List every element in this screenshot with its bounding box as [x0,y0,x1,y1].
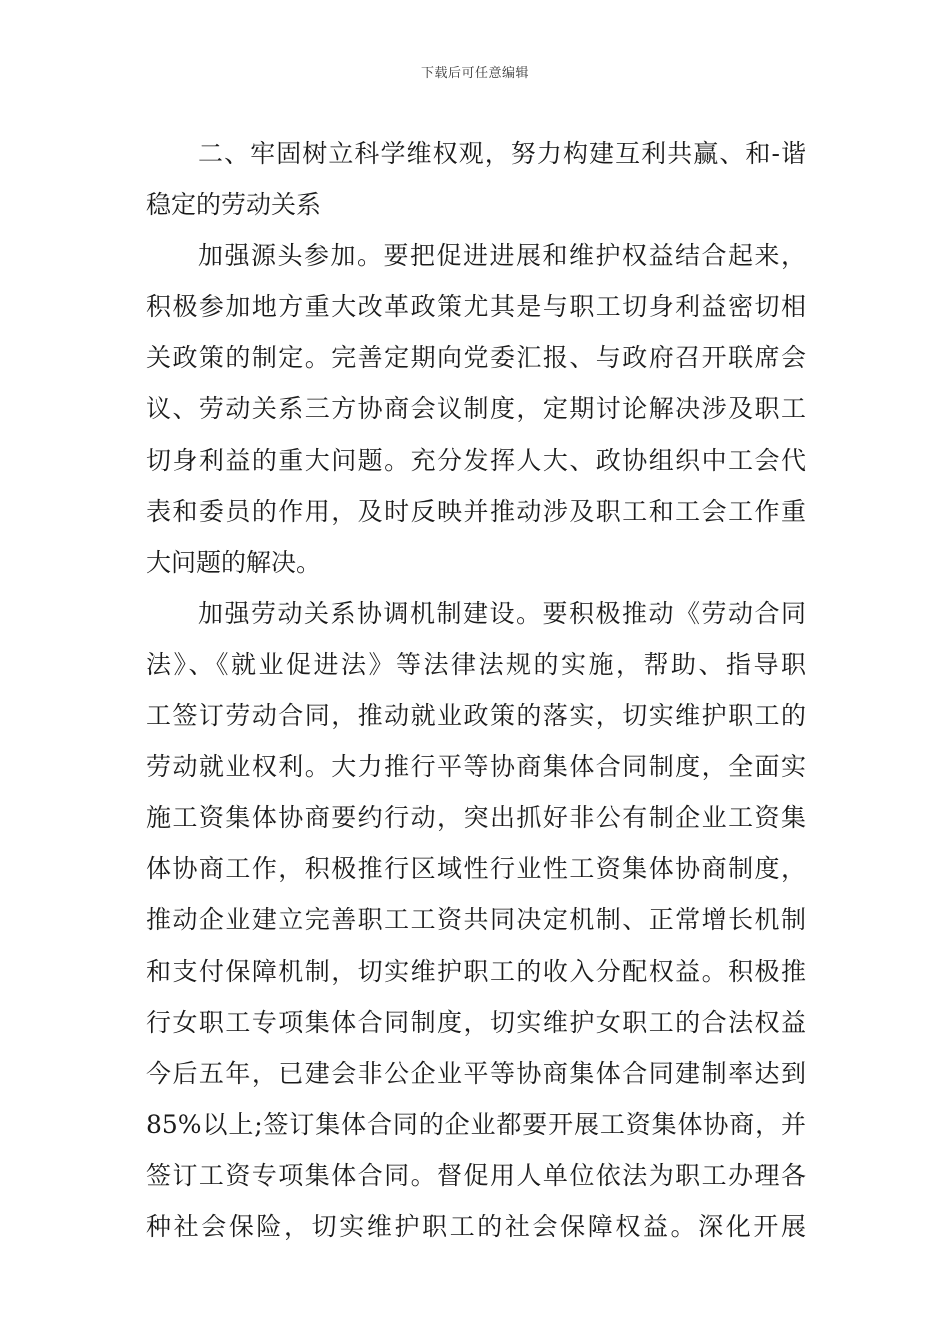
paragraph-2-line-3: 工签订劳动合同，推动就业政策的落实，切实维护职工的 [146,701,806,731]
paragraph-2-line-9: 行女职工专项集体合同制度，切实维护女职工的合法权益 [146,1007,806,1037]
paragraph-2-line-10: 今后五年，已建会非公企业平等协商集体合同建制率达到 [146,1058,806,1088]
section-heading-line-2: 稳定的劳动关系 [146,190,322,220]
paragraph-2-line-11: 85%以上;签订集体合同的企业都要开展工资集体协商，并 [146,1109,806,1139]
download-note: 下载后可任意编辑 [420,66,529,81]
paragraph-1-line-7: 大问题的解决。 [146,547,322,577]
section-heading-line-1: 二、牢固树立科学维权观，努力构建互利共赢、和-谐 [198,139,806,168]
paragraph-1-line-6: 表和委员的作用，及时反映并推动涉及职工和工会工作重 [146,496,806,526]
paragraph-1-line-2: 积极参加地方重大改革政策尤其是与职工切身利益密切相 [146,292,806,322]
paragraph-1-line-5: 切身利益的重大问题。充分发挥人大、政协组织中工会代 [146,445,806,475]
paragraph-2-line-12: 签订工资专项集体合同。督促用人单位依法为职工办理各 [146,1160,806,1190]
document-body [146,128,806,1252]
paragraph-1-line-4: 议、劳动关系三方协商会议制度，定期讨论解决涉及职工 [146,394,806,424]
paragraph-2-line-2: 法》、《就业促进法》等法律法规的实施，帮助、指导职 [146,649,806,679]
paragraph-2-line-1: 加强劳动关系协调机制建设。要积极推动《劳动合同 [198,598,806,628]
paragraph-1-line-1: 加强源头参加。要把促进进展和维护权益结合起来， [198,241,806,271]
paragraph-2-line-7: 推动企业建立完善职工工资共同决定机制、正常增长机制 [146,905,806,935]
paragraph-2-line-6: 体协商工作，积极推行区域性行业性工资集体协商制度， [146,854,806,884]
paragraph-2-line-4: 劳动就业权利。大力推行平等协商集体合同制度，全面实 [146,752,806,782]
paragraph-1-line-3: 关政策的制定。完善定期向党委汇报、与政府召开联席会 [146,343,806,373]
paragraph-2-line-13: 种社会保险，切实维护职工的社会保障权益。深化开展 [146,1211,806,1241]
paragraph-2-line-8: 和支付保障机制，切实维护职工的收入分配权益。积极推 [146,956,806,986]
paragraph-2-line-5: 施工资集体协商要约行动，突出抓好非公有制企业工资集 [146,803,806,833]
